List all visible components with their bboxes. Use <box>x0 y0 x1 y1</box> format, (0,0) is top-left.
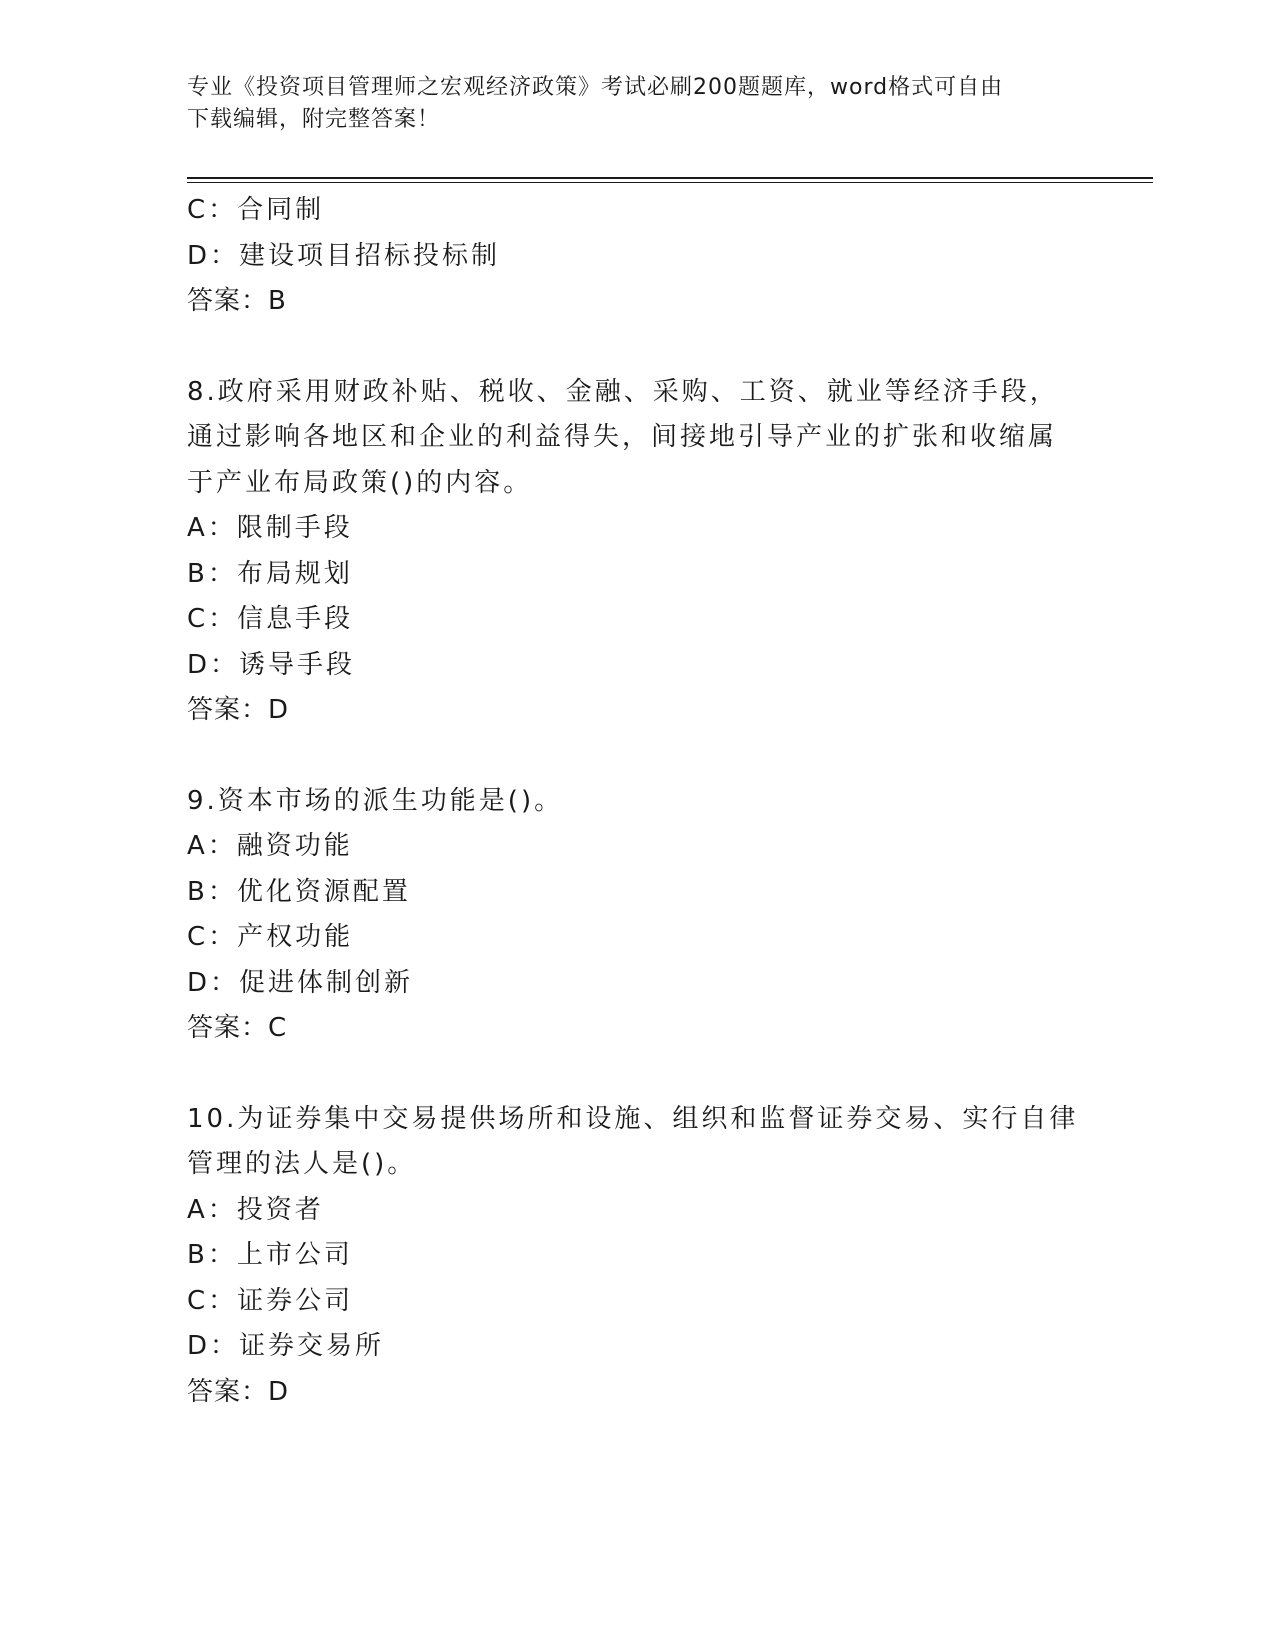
question-stem-line: 8.政府采用财政补贴、税收、金融、采购、工资、就业等经济手段， <box>187 376 1059 407</box>
partial-question-7 <box>187 188 1087 325</box>
option-b: B：布局规划 <box>187 558 353 589</box>
document-header <box>187 72 1067 136</box>
header-line-2: 下载编辑，附完整答案！ <box>187 107 441 132</box>
option-d: D：诱导手段 <box>187 649 356 680</box>
option-d: D：建设项目招标投标制 <box>187 240 501 271</box>
option-c: C：证券公司 <box>187 1285 354 1316</box>
question-10 <box>187 1097 1087 1416</box>
answer-line: 答案：C <box>187 1013 288 1043</box>
option-c: C：产权功能 <box>187 922 354 952</box>
question-stem-line: 9.资本市场的派生功能是()。 <box>187 785 564 816</box>
header-line-1: 专业《投资项目管理师之宏观经济政策》考试必刷200题题库，word格式可自由 <box>187 75 1004 100</box>
question-stem-line: 于产业布局政策()的内容。 <box>187 467 533 498</box>
header-rule-thick <box>187 177 1153 179</box>
option-c: C：合同制 <box>187 195 325 225</box>
option-a: A：投资者 <box>187 1194 324 1225</box>
option-b: B：上市公司 <box>187 1240 353 1270</box>
question-stem-line: 管理的法人是()。 <box>187 1149 417 1179</box>
option-c: C：信息手段 <box>187 604 354 634</box>
option-a: A：融资功能 <box>187 831 353 861</box>
question-list <box>187 188 1087 1415</box>
option-b: B：优化资源配置 <box>187 876 411 907</box>
answer-line: 答案：D <box>187 695 290 725</box>
question-stem-line: 10.为证券集中交易提供场所和设施、组织和监督证券交易、实行自律 <box>187 1103 1079 1134</box>
header-rule-thin <box>187 182 1153 183</box>
question-8 <box>187 370 1087 734</box>
question-9 <box>187 779 1087 1052</box>
option-a: A：限制手段 <box>187 513 353 543</box>
answer-line: 答案：B <box>187 286 287 316</box>
question-stem-line: 通过影响各地区和企业的利益得失，间接地引导产业的扩张和收缩属 <box>187 422 1058 452</box>
option-d: D：促进体制创新 <box>187 967 414 998</box>
answer-line: 答案：D <box>187 1376 290 1407</box>
option-d: D：证券交易所 <box>187 1331 385 1361</box>
